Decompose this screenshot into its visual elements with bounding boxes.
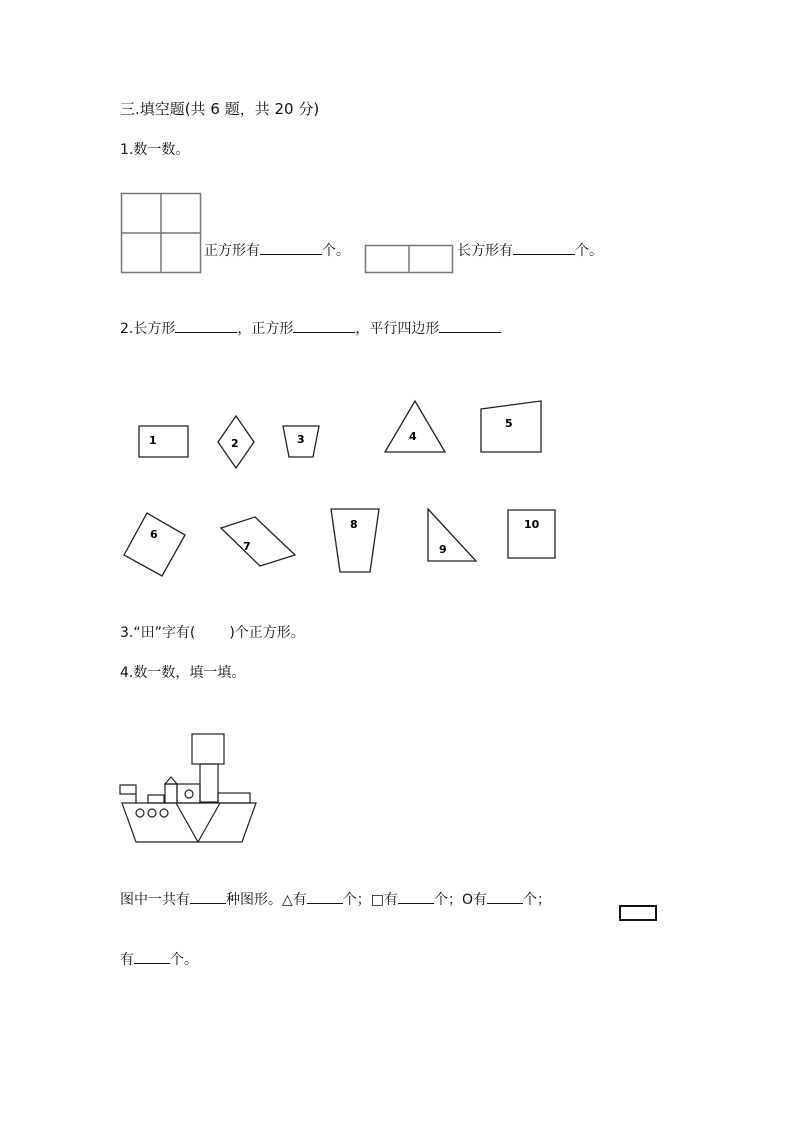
boat-house xyxy=(165,784,177,803)
section-title: 三.填空题(共 6 题，共 20 分) xyxy=(120,100,320,118)
q4-line1-g: 有 xyxy=(473,892,488,908)
shape-6-label: 6 xyxy=(150,528,158,541)
boat-chimney-rect xyxy=(200,764,218,802)
boat-flag xyxy=(120,785,136,794)
boat-hull-triangle xyxy=(176,803,220,842)
boat-porthole-2 xyxy=(148,809,156,817)
q4-line2 xyxy=(120,949,198,969)
q1-square-text-before: 正方形有 xyxy=(204,243,260,259)
boat-porthole-3 xyxy=(160,809,168,817)
q3-text-after: )个正方形。 xyxy=(229,625,305,641)
q4-line2-a: 有 xyxy=(120,952,134,968)
q4-kinds-blank[interactable] xyxy=(190,889,226,904)
shape-3-label: 3 xyxy=(297,433,305,446)
q1-prompt: 1.数一数。 xyxy=(120,142,190,158)
boat-house-roof xyxy=(165,777,177,784)
shape-8-label: 8 xyxy=(350,518,358,531)
boat-cabin-circle xyxy=(185,790,193,798)
shape-7-label: 7 xyxy=(243,540,251,553)
shape-4-label: 4 xyxy=(409,430,417,443)
shape-5-label: 5 xyxy=(505,417,513,430)
q1-rect-text-before: 长方形有 xyxy=(457,243,513,259)
q4-line1-b: 种图形。 xyxy=(226,892,282,908)
q4-line1-f: 个； xyxy=(434,892,463,908)
q2-prompt-part2: ，正方形 xyxy=(237,321,294,337)
shape-9-label: 9 xyxy=(439,543,447,556)
boat-porthole-1 xyxy=(136,809,144,817)
q4-line1-c: 有 xyxy=(292,892,307,908)
boat-chimney-square xyxy=(192,734,224,764)
shape-2-label: 2 xyxy=(231,437,239,450)
q4-line1-h: 个； xyxy=(523,892,552,908)
shape-1-label: 1 xyxy=(149,434,157,447)
q4-circle-blank[interactable] xyxy=(487,889,523,904)
shape-10-label: 10 xyxy=(524,518,540,531)
q3-text-before: 3.“田”字有( xyxy=(120,625,196,641)
q4-line1-a: 图中一共有 xyxy=(120,892,190,908)
q4-square-icon: □ xyxy=(370,892,385,908)
q4-rectangle-blank[interactable] xyxy=(134,949,170,964)
q4-square-blank[interactable] xyxy=(398,889,434,904)
q4-line2-b: 个。 xyxy=(170,952,198,968)
q4-triangle-icon: △ xyxy=(282,892,293,908)
q4-prompt: 4.数一数，填一填。 xyxy=(120,665,246,681)
boat-cabin-small xyxy=(148,795,164,803)
boat-cabin-block xyxy=(177,784,200,803)
q4-triangle-blank[interactable] xyxy=(307,889,343,904)
boat-deck-rect xyxy=(218,793,250,803)
q1-rect-text-after: 个。 xyxy=(575,243,603,259)
boat-hull xyxy=(122,803,256,842)
q4-line1 xyxy=(120,889,551,909)
q1-square-text-after: 个。 xyxy=(322,243,350,259)
q2-prompt-part1: 2.长方形 xyxy=(120,321,176,337)
q4-line1-d: 个； xyxy=(342,892,371,908)
q4-circle-icon: O xyxy=(462,892,474,908)
q2-prompt-part3: ，平行四边形 xyxy=(355,321,440,337)
q4-line1-e: 有 xyxy=(384,892,399,908)
q4-rectangle-icon xyxy=(619,905,657,921)
